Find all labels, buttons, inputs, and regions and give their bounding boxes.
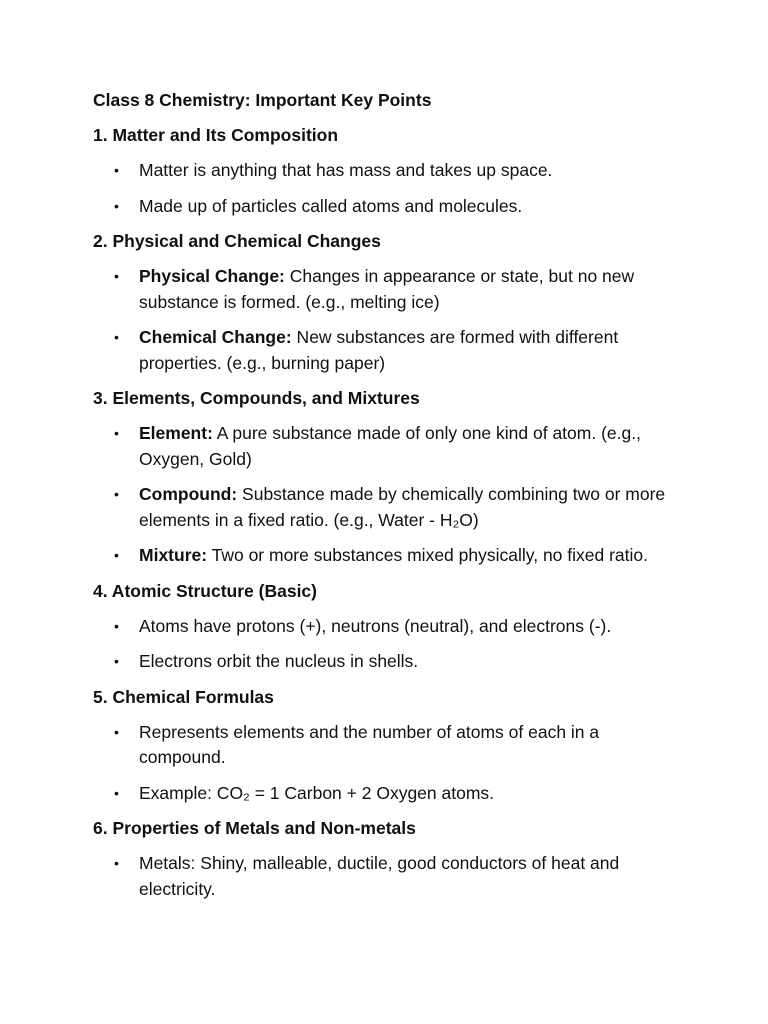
item-text: Electrons orbit the nucleus in shells.: [139, 651, 419, 671]
bullet-icon: •: [114, 486, 119, 502]
list-item: [93, 543, 688, 569]
bullet-list: [93, 158, 688, 219]
section-6: [93, 816, 688, 902]
bullet-icon: •: [114, 547, 119, 563]
item-term: Chemical Change:: [139, 327, 292, 347]
list-item: [93, 325, 688, 376]
bullet-icon: •: [114, 425, 119, 441]
item-text: A pure substance made of only one kind of atom. (e.g., Oxygen, Gold): [139, 423, 641, 469]
item-text: Made up of particles called atoms and molecules.: [139, 195, 523, 216]
bullet-icon: •: [114, 617, 119, 634]
item-term: Compound:: [139, 484, 238, 504]
bullet-icon: •: [114, 723, 119, 740]
list-item: [93, 482, 688, 533]
bullet-icon: •: [114, 268, 119, 284]
section-heading: 6. Properties of Metals and Non-metals: [93, 818, 416, 838]
item-term: Element:: [139, 423, 213, 443]
item-text: Changes in appearance or state, but no new substance is formed. (e.g., melting ice): [139, 266, 635, 312]
bullet-icon: •: [114, 162, 119, 178]
bullet-icon: •: [114, 855, 119, 871]
list-item: [93, 851, 688, 902]
bullet-list: [93, 264, 688, 376]
list-item: [93, 649, 688, 675]
list-item: [93, 194, 688, 220]
item-text: Matter is anything that has mass and takes up space.: [139, 160, 553, 180]
bullet-list: [93, 851, 688, 902]
section-2: [93, 229, 688, 376]
document-title: Class 8 Chemistry: Important Key Points: [93, 90, 432, 110]
item-text: Substance made by chemically combining two or more elements in a fixed ratio. (e.g., Water - H₂O): [139, 484, 666, 530]
item-term: Physical Change:: [139, 266, 285, 286]
bullet-list: [93, 614, 688, 675]
section-heading: 2. Physical and Chemical Changes: [93, 231, 381, 251]
item-text: Two or more substances mixed physically, no fixed ratio.: [207, 545, 648, 565]
section-4: [93, 579, 688, 675]
item-text: New substances are formed with different properties. (e.g., burning paper): [139, 327, 619, 373]
section-heading: 3. Elements, Compounds, and Mixtures: [93, 388, 420, 408]
bullet-list: [93, 421, 688, 569]
list-item: [93, 158, 688, 184]
section-5: [93, 685, 688, 807]
section-1: [93, 123, 688, 219]
item-text: Metals: Shiny, malleable, ductile, good conductors of heat and electricity.: [139, 853, 620, 899]
item-term: Mixture:: [139, 545, 208, 565]
bullet-icon: •: [114, 197, 119, 214]
item-text: Represents elements and the number of atoms of each in a compound.: [139, 721, 600, 767]
list-item: [93, 781, 688, 807]
section-heading: 4. Atomic Structure (Basic): [93, 580, 317, 601]
document-body: [93, 123, 688, 902]
section-heading: 5. Chemical Formulas: [93, 686, 274, 707]
section-heading: 1. Matter and Its Composition: [93, 125, 339, 145]
list-item: [93, 720, 688, 771]
item-text: Example: CO₂ = 1 Carbon + 2 Oxygen atoms.: [139, 782, 495, 803]
item-text: Atoms have protons (+), neutrons (neutral), and electrons (-).: [139, 615, 612, 636]
section-3: [93, 386, 688, 569]
list-item: [93, 614, 688, 640]
bullet-icon: •: [114, 329, 119, 345]
bullet-icon: •: [114, 653, 119, 669]
list-item: [93, 421, 688, 472]
bullet-icon: •: [114, 784, 119, 801]
bullet-list: [93, 720, 688, 807]
list-item: [93, 264, 688, 315]
